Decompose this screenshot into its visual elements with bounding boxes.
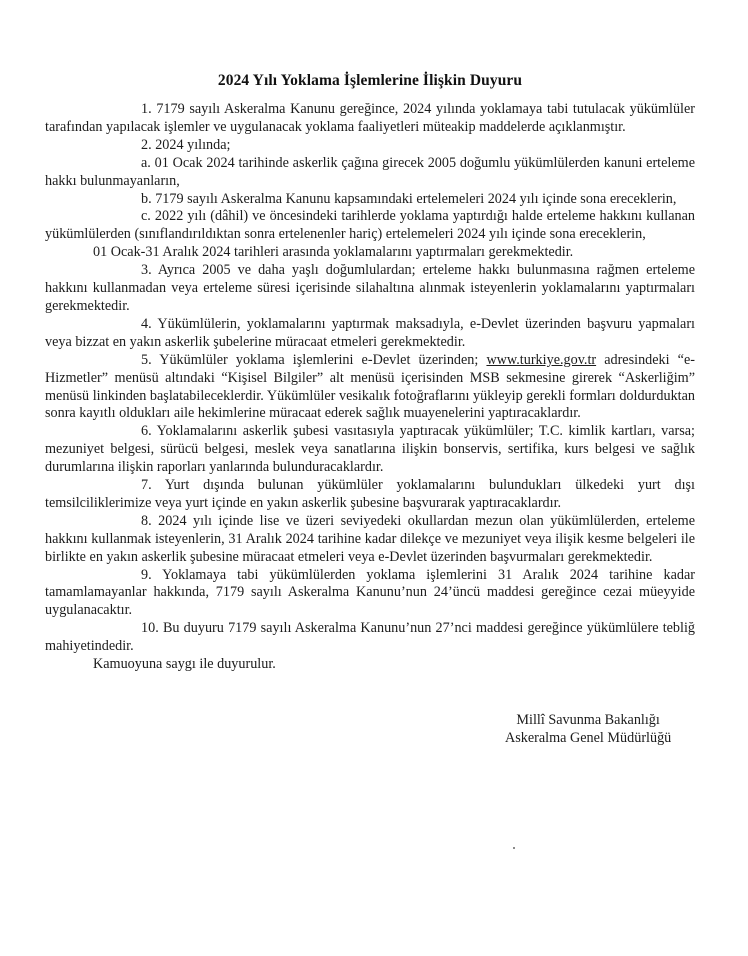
paragraph-text: Ayrıca 2005 ve daha yaşlı doğumlulardan; erteleme hakkı bulunmasına rağmen erteleme hakkını kullanmadan veya erteleme süresi içerisinde silahaltına alınmak isteyenlerin yoklamalarını yaptırmaları gerekmektedir.: [45, 262, 695, 314]
paragraph-8: [45, 513, 695, 567]
item-number: b.: [141, 190, 152, 207]
scan-speck: [513, 847, 515, 849]
item-number: 10.: [141, 620, 159, 637]
signature-block: [505, 711, 671, 747]
paragraph-text: 2024 yılı içinde lise ve üzeri seviyedeki okullardan mezun olan yükümlülerden, erteleme hakkını kullanmak isteyenlerin, 31 Aralık 2024 tarihine kadar dilekçe ve mezuniyet veya ilişik kesme belgeleri ile birlikte en yakın askerlik şubesine müracaat etmeleri veya e-Devlet üzerinden başvurmaları gerekmektedir.: [45, 512, 696, 565]
item-number: 7.: [141, 477, 152, 494]
paragraph-text: 2022 yılı (dâhil) ve öncesindeki tarihlerde yoklama yaptırdığı halde erteleme hakkını kullanan yükümlülerden (sınıflandırıldıktan sonra ertelenenler hariç) ertelemeleri 2024 yılı içinde sona ereceklerin,: [45, 208, 695, 243]
paragraph-6: [45, 423, 695, 477]
paragraph-text: 2024 yılında;: [155, 136, 231, 153]
paragraph-3: [45, 262, 695, 316]
paragraph-text: Yükümlüler yoklama işlemlerini e-Devlet üzerinden;: [159, 351, 487, 368]
paragraph-5: [45, 352, 695, 424]
paragraph-10: [45, 620, 695, 656]
paragraph-2: [45, 137, 695, 155]
item-number: 5.: [141, 351, 152, 368]
document-page: [45, 72, 695, 674]
paragraph-9: [45, 567, 695, 621]
paragraph-7: [45, 477, 695, 513]
paragraph-text: 7179 sayılı Askeralma Kanunu kapsamındaki ertelemeleri 2024 yılı içinde sona ereceklerin,: [155, 190, 677, 207]
paragraph-4: [45, 316, 695, 352]
item-number: 6.: [141, 423, 152, 440]
paragraph-2c: [45, 208, 695, 244]
signature-directorate: Askeralma Genel Müdürlüğü: [505, 730, 672, 746]
paragraph-2b: [45, 191, 695, 209]
paragraph-text: Bu duyuru 7179 sayılı Askeralma Kanunu’nun 27’nci maddesi gereğince yükümlülere tebliğ mahiyetindedir.: [45, 620, 696, 655]
paragraph-text: Yurt dışında bulunan yükümlüler yoklamalarını bulundukları ülkedeki yurt dışı temsilciliklerimize veya yurt içinde en yakın askerlik şubesine başvurarak yaptıracaklardır.: [45, 477, 695, 511]
turkiye-gov-link[interactable]: www.turkiye.gov.tr: [486, 351, 597, 368]
paragraph-text: Yoklamaya tabi yükümlülerden yoklama işlemlerini 31 Aralık 2024 tarihine kadar tamamlamayanlar hakkında, 7179 sayılı Askeralma Kanunu’nun 24’üncü maddesi gereğince cezai müeyyide uygulanacaktır.: [45, 566, 695, 619]
paragraph-text: 01 Ocak 2024 tarihinde askerlik çağına girecek 2005 doğumlu yükümlülerden kanuni erteleme hakkı bulunmayanların,: [45, 154, 695, 189]
item-number: a.: [141, 154, 151, 171]
item-number: 3.: [141, 262, 152, 279]
item-number: 8.: [141, 512, 152, 529]
item-number: 1.: [141, 101, 152, 117]
paragraph-2-conclusion: [45, 244, 695, 262]
closing-statement: Kamuoyuna saygı ile duyurulur.: [93, 656, 276, 673]
paragraph-text: adresindeki “e-Hizmetler” menüsü altındaki “Kişisel Bilgiler” alt menüsü içerisinden MSB sekmesine girerek “Askerliğim” menüsü linkinden başlatabileceklerdir. Yükümlüler vesikalık fotoğraflarını yükleyip gerekli formları doldurduktan sonra kayıtlı oldukları aile hekimlerine müracaat ederek sağlık muayenelerini yaptıracaklardır.: [45, 351, 695, 422]
document-title: 2024 Yılı Yoklama İşlemlerine İlişkin Duyuru: [217, 72, 523, 89]
paragraph-text: 01 Ocak-31 Aralık 2024 tarihleri arasında yoklamalarını yaptırmaları gerekmektedir.: [93, 244, 574, 261]
item-number: 2.: [141, 136, 152, 153]
item-number: 9.: [141, 566, 152, 583]
item-number: 4.: [141, 315, 152, 332]
paragraph-text: Yoklamalarını askerlik şubesi vasıtasıyla yaptıracak yükümlüler; T.C. kimlik kartları, varsa; mezuniyet belgesi, sürücü belgesi, meslek veya sanatlarına ilişkin bonservis, sertifika, kurs belgesi ve sağlık durumlarına ilişkin raporları yanlarında bulunduracaklardır.: [45, 423, 695, 476]
item-number: c.: [141, 208, 151, 225]
signature-ministry: Millî Savunma Bakanlığı: [516, 712, 660, 728]
paragraph-2a: [45, 155, 695, 191]
paragraph-text: 7179 sayılı Askeralma Kanunu gereğince, 2024 yılında yoklamaya tabi tutulacak yükümlüler tarafından yapılacak işlemler ve uygulanacak yoklama faaliyetleri müteakip maddelerde açıklanmıştır.: [45, 101, 696, 135]
paragraph-1: [45, 101, 695, 137]
paragraph-text: Yükümlülerin, yoklamalarını yaptırmak maksadıyla, e-Devlet üzerinden başvuru yapmaları veya bizzat en yakın askerlik şubelerine müracaat etmeleri gerekmektedir.: [45, 315, 695, 350]
